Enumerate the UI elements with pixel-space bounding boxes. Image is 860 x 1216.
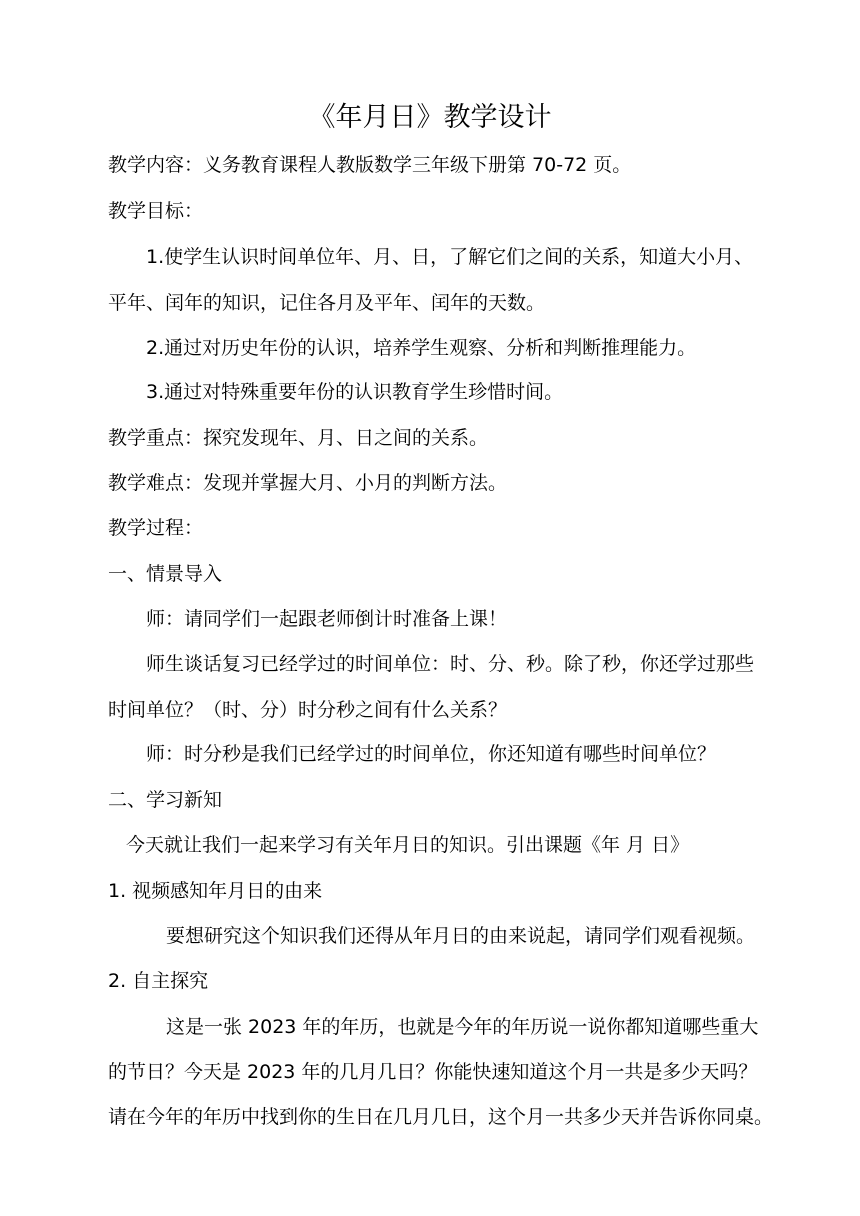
- subsection-2-line-1: 这是一张 2023 年的年历，也就是今年的年历说一说你都知道哪些重大: [166, 1016, 759, 1038]
- objective-2: 2.通过对历史年份的认识，培养学生观察、分析和判断推理能力。: [146, 337, 697, 359]
- teaching-difficulty: 教学难点：发现并掌握大月、小月的判断方法。: [108, 472, 508, 494]
- teaching-process-heading: 教学过程：: [108, 517, 204, 539]
- subsection-1-heading: 1. 视频感知年月日的由来: [108, 880, 323, 902]
- objective-1-line-1: 1.使学生认识时间单位年、月、日，了解它们之间的关系，知道大小月、: [146, 246, 754, 268]
- subsection-2-line-2: 的节日？今天是 2023 年的几月几日？你能快速知道这个月一共是多少天吗？: [108, 1061, 758, 1083]
- objective-1-line-2: 平年、闰年的知识，记住各月及平年、闰年的天数。: [108, 292, 546, 314]
- teaching-objectives-heading: 教学目标：: [108, 200, 204, 222]
- document-title: 《年月日》教学设计: [308, 102, 552, 133]
- teaching-content: 教学内容：义务教育课程人教版数学三年级下册第 70-72 页。: [108, 154, 632, 176]
- section-1-heading: 一、情景导入: [108, 563, 223, 585]
- subsection-2-heading: 2. 自主探究: [108, 970, 209, 992]
- section-1-review-line-1: 师生谈话复习已经学过的时间单位：时、分、秒。除了秒，你还学过那些: [146, 653, 755, 675]
- objective-3: 3.通过对特殊重要年份的认识教育学生珍惜时间。: [146, 381, 564, 403]
- subsection-1-text: 要想研究这个知识我们还得从年月日的由来说起，请同学们观看视频。: [166, 925, 756, 947]
- section-2-intro: 今天就让我们一起来学习有关年月日的知识。引出课题《年 月 日》: [126, 834, 690, 856]
- teaching-key-point: 教学重点：探究发现年、月、日之间的关系。: [108, 427, 489, 449]
- section-1-review-line-2: 时间单位？（时、分）时分秒之间有什么关系？: [108, 699, 508, 721]
- section-2-heading: 二、学习新知: [108, 789, 223, 811]
- subsection-2-line-3: 请在今年的年历中找到你的生日在几月几日，这个月一共多少天并告诉你同桌。: [108, 1106, 774, 1128]
- section-1-teacher-prompt: 师：请同学们一起跟老师倒计时准备上课！: [146, 608, 508, 630]
- section-1-teacher-question: 师：时分秒是我们已经学过的时间单位，你还知道有哪些时间单位？: [146, 743, 717, 765]
